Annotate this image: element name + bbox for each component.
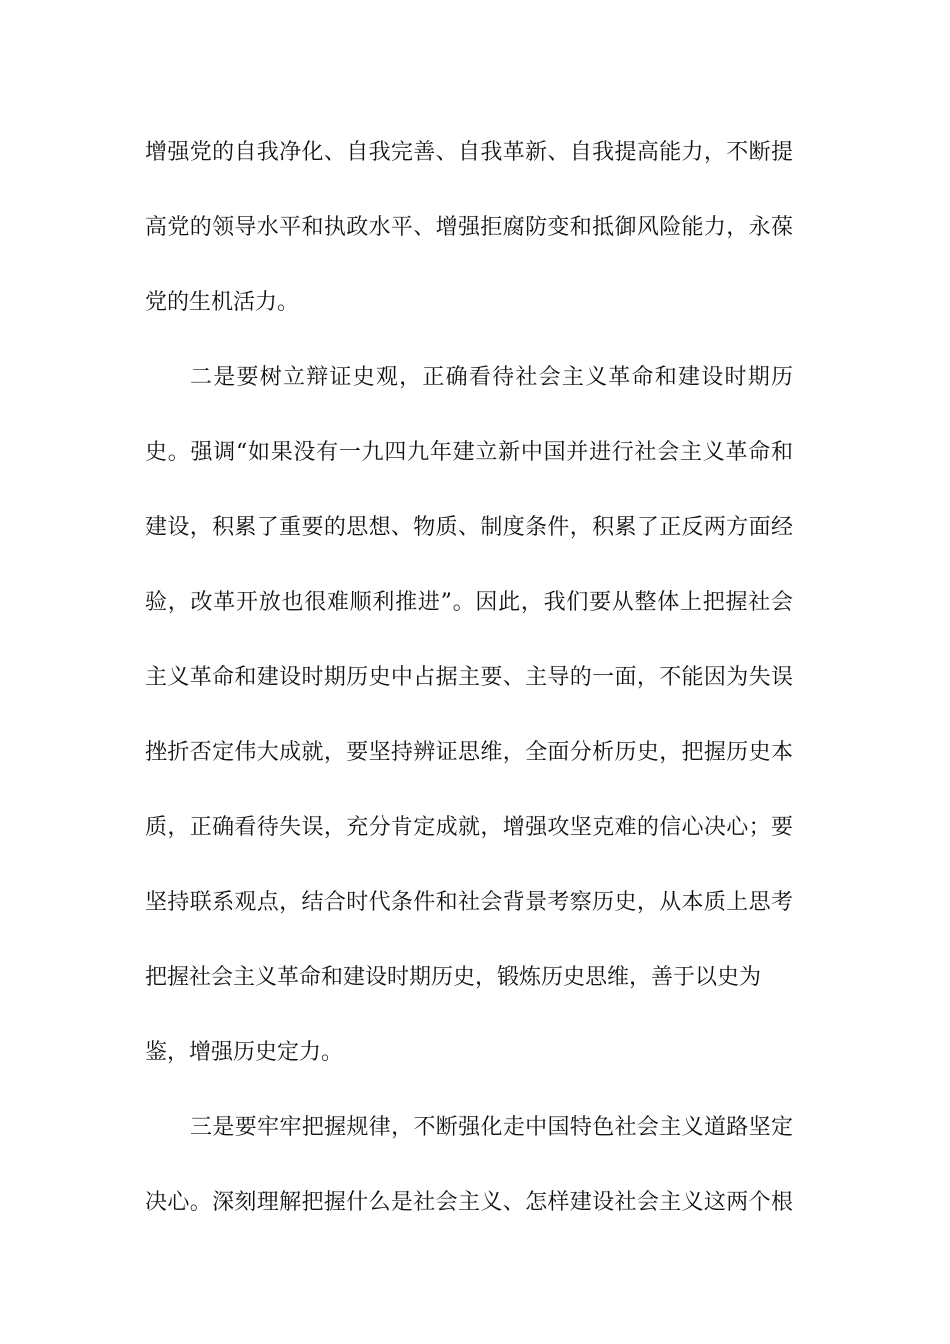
text-line: 建设，积累了重要的思想、物质、制度条件，积累了正反两方面经 bbox=[145, 515, 793, 540]
text-line: 主义革命和建设时期历史中占据主要、主导的一面，不能因为失误 bbox=[145, 665, 793, 690]
text-line: 增强党的自我净化、自我完善、自我革新、自我提高能力，不断提 bbox=[145, 140, 793, 165]
text-line: 把握社会主义革命和建设时期历史，锻炼历史思维，善于以史为 bbox=[145, 965, 762, 990]
text-line: 高党的领导水平和执政水平、增强拒腐防变和抵御风险能力，永葆 bbox=[145, 215, 793, 240]
text-line: 党的生机活力。 bbox=[145, 290, 300, 315]
text-line: 史。强调“如果没有一九四九年建立新中国并进行社会主义革命和 bbox=[145, 440, 793, 465]
text-line: 决心。深刻理解把握什么是社会主义、怎样建设社会主义这两个根 bbox=[145, 1190, 793, 1215]
paragraph-first-line: 二是要树立辩证史观，正确看待社会主义革命和建设时期历 bbox=[190, 365, 793, 390]
paragraph-first-line: 三是要牢牢把握规律，不断强化走中国特色社会主义道路坚定 bbox=[190, 1115, 793, 1140]
text-line: 坚持联系观点，结合时代条件和社会背景考察历史，从本质上思考 bbox=[145, 890, 793, 915]
text-line: 鉴，增强历史定力。 bbox=[145, 1040, 344, 1065]
text-line: 挫折否定伟大成就，要坚持辨证思维，全面分析历史，把握历史本 bbox=[145, 740, 793, 765]
text-line: 质，正确看待失误，充分肯定成就，增强攻坚克难的信心决心；要 bbox=[145, 815, 793, 840]
text-line: 验，改革开放也很难顺利推进”。因此，我们要从整体上把握社会 bbox=[145, 590, 793, 615]
